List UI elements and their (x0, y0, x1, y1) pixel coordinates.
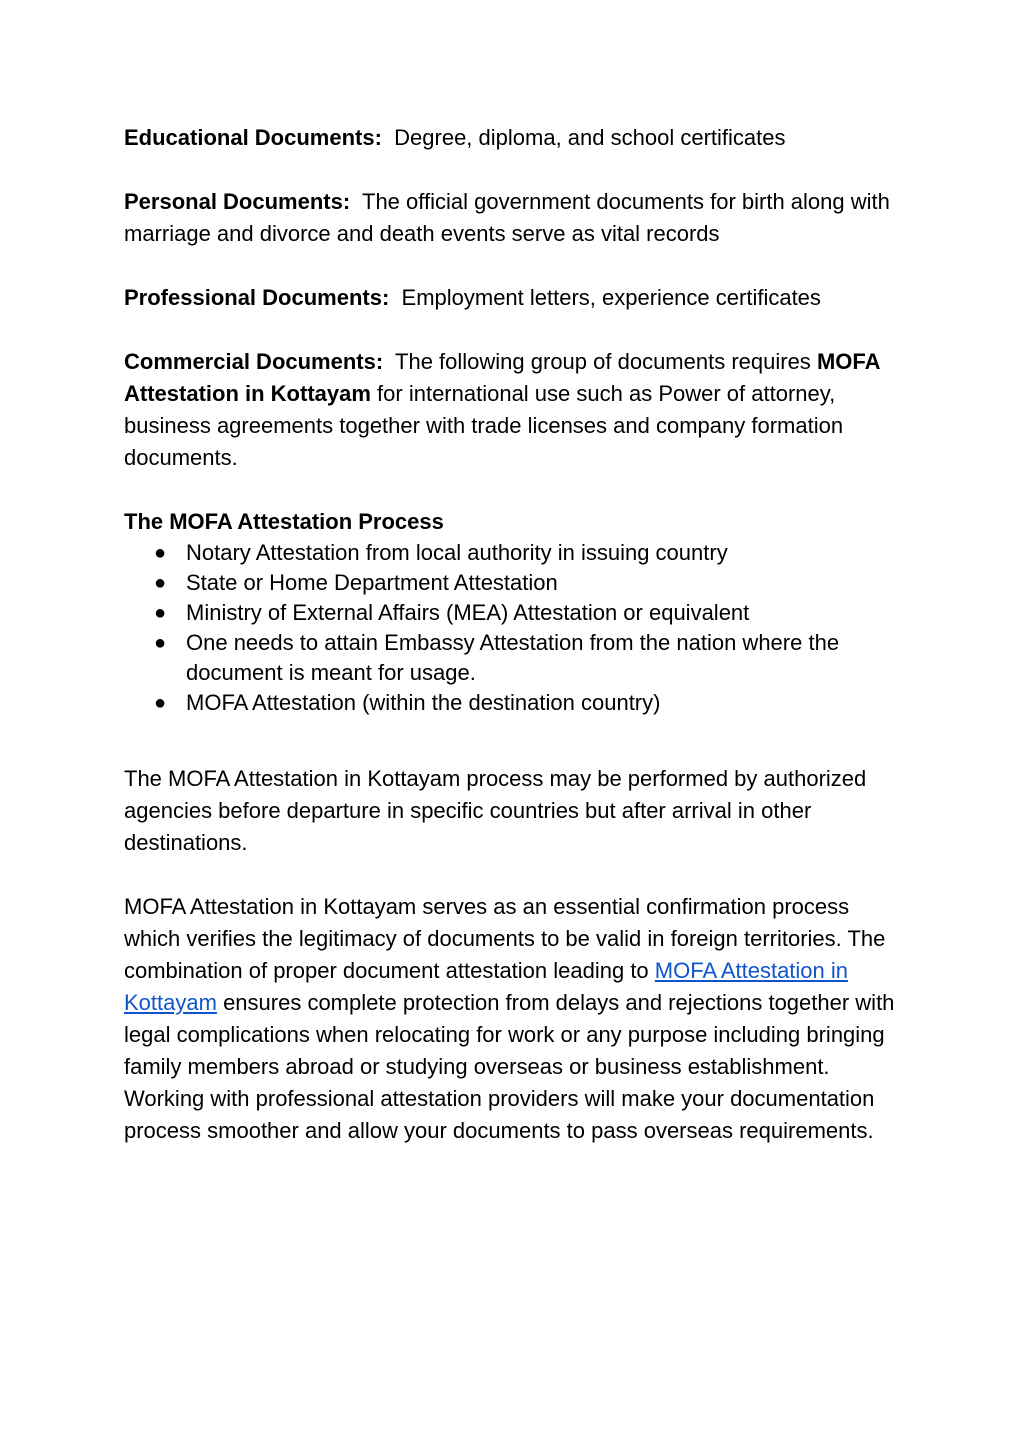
commercial-documents-paragraph (124, 346, 904, 474)
professional-documents-paragraph (124, 282, 904, 314)
process-step-text: State or Home Department Attestation (186, 570, 558, 595)
professional-documents-text: Employment letters, experience certificates (401, 285, 821, 310)
educational-documents-label: Educational Documents: (124, 125, 382, 150)
process-step-text: One needs to attain Embassy Attestation from the nation where the document is meant for usage. (186, 630, 840, 685)
commercial-documents-text-after: for international use such as Power of attorney, business agreements together with trade licenses and company formation documents. (124, 381, 844, 470)
commercial-documents-label: Commercial Documents: (124, 349, 384, 374)
process-step-text: Notary Attestation from local authority in issuing country (186, 540, 728, 565)
bullet-icon: ● (154, 542, 167, 564)
process-step (124, 538, 904, 568)
commercial-documents-bold-phrase: MOFA Attestation in Kottayam (124, 349, 880, 406)
personal-documents-text: The official government documents for birth along with marriage and divorce and death events serve as vital records (124, 189, 890, 246)
conclusion-text-before: MOFA Attestation in Kottayam serves as an essential confirmation process which verifies the legitimacy of documents to be valid in foreign territories. The combination of proper document attestation leading to (124, 894, 886, 983)
process-step-text: MOFA Attestation (within the destination country) (186, 690, 661, 715)
commercial-documents-text-before: The following group of documents requires (395, 349, 811, 374)
process-step (124, 628, 904, 688)
document-page (124, 122, 904, 1179)
bullet-icon: ● (154, 692, 167, 714)
mofa-attestation-link[interactable]: MOFA Attestation in Kottayam (124, 958, 849, 1015)
process-step (124, 598, 904, 628)
educational-documents-paragraph (124, 122, 904, 154)
process-step-text: Ministry of External Affairs (MEA) Attestation or equivalent (186, 600, 750, 625)
personal-documents-paragraph (124, 186, 904, 250)
process-steps-list (124, 538, 904, 718)
personal-documents-label: Personal Documents: (124, 189, 351, 214)
process-step (124, 688, 904, 718)
professional-documents-label: Professional Documents: (124, 285, 390, 310)
process-step (124, 568, 904, 598)
conclusion-paragraph (124, 891, 904, 1147)
departure-paragraph: The MOFA Attestation in Kottayam process may be performed by authorized agencies before departure in specific countries but after arrival in other destinations. (124, 766, 867, 855)
conclusion-text-after: ensures complete protection from delays and rejections together with legal complications when relocating for work or any purpose including bringing family members abroad or studying overseas or business establishment. Working with professional attestation providers will make your documentation process smoother and allow your documents to pass overseas requirements. (124, 990, 895, 1143)
bullet-icon: ● (154, 632, 167, 654)
bullet-icon: ● (154, 572, 167, 594)
bullet-icon: ● (154, 602, 167, 624)
educational-documents-text: Degree, diploma, and school certificates (394, 125, 786, 150)
process-heading: The MOFA Attestation Process (124, 509, 444, 534)
spacer (124, 750, 904, 763)
